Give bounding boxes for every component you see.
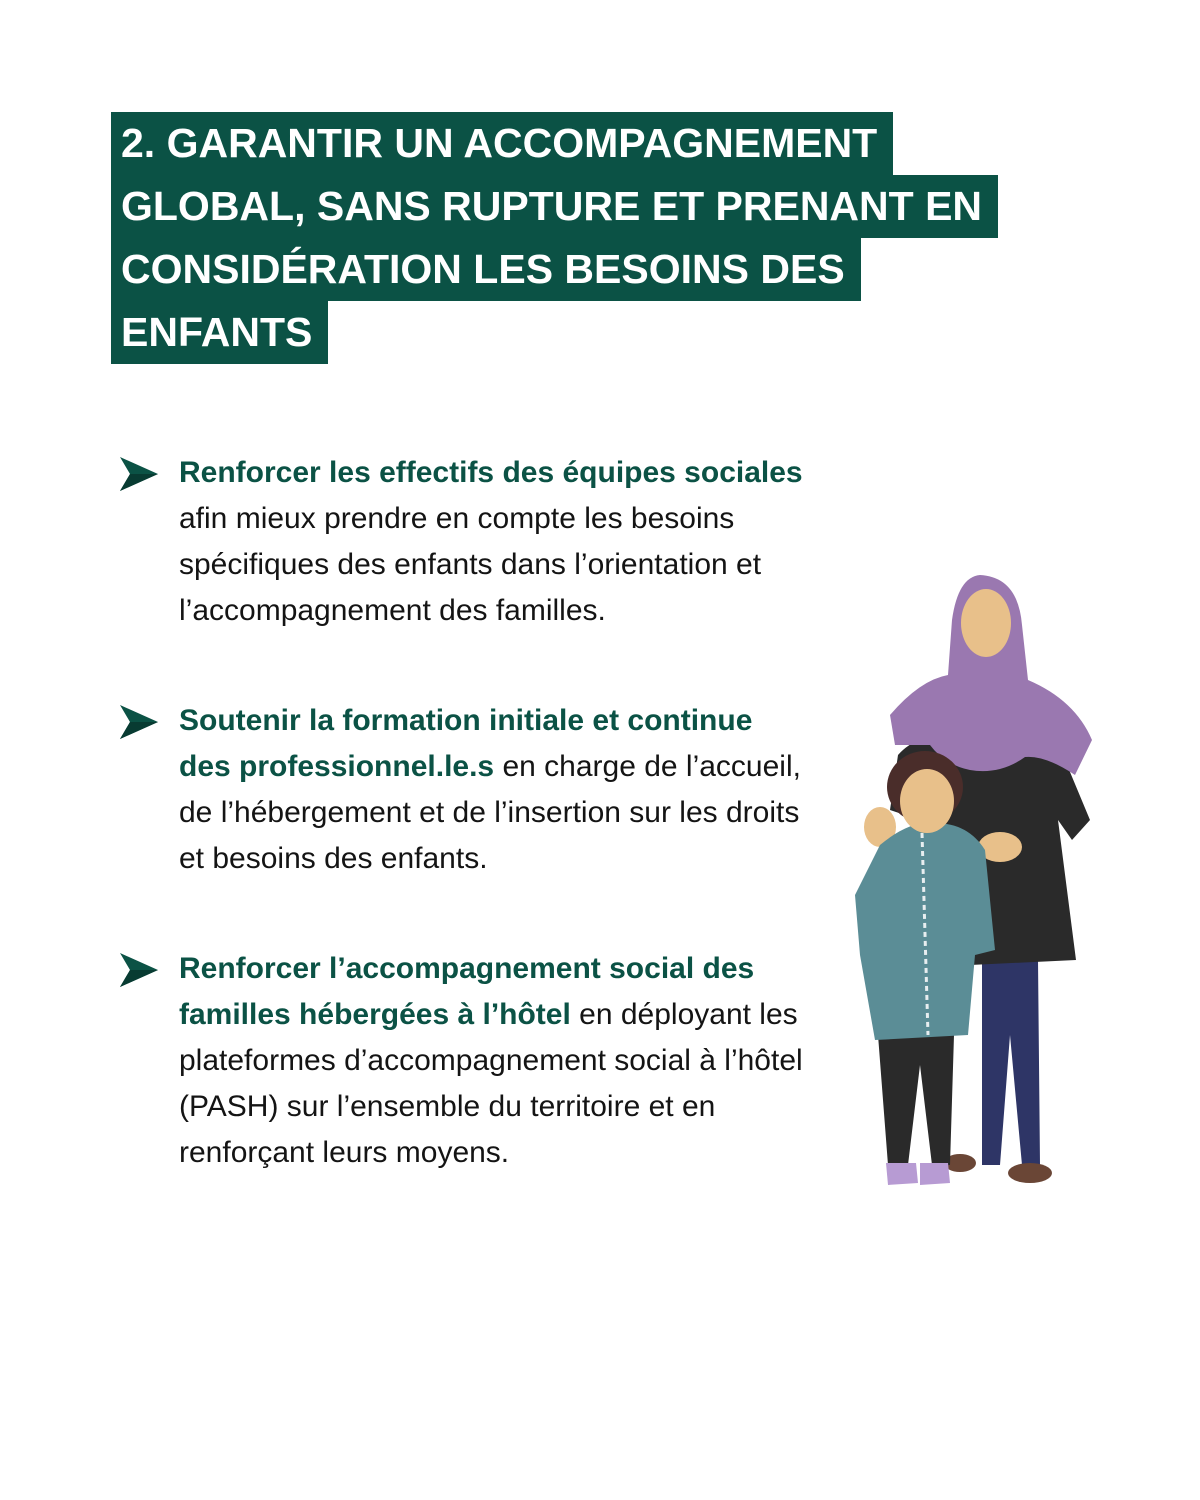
recommendation-body: afin mieux prendre en compte les besoins spécifiques des enfants dans l’orientation et l’accompagnement des familles. bbox=[179, 502, 762, 627]
recommendation-item-1 bbox=[118, 450, 808, 634]
recommendation-highlight: Renforcer l’accompagnement social des familles hébergées à l’hôtel bbox=[179, 952, 755, 1031]
recommendation-text bbox=[179, 946, 808, 1176]
page-title bbox=[111, 112, 998, 364]
arrow-chevron-icon bbox=[118, 950, 160, 990]
title-line-1: 2. GARANTIR UN ACCOMPAGNEMENT bbox=[111, 112, 893, 175]
arrow-chevron-icon bbox=[118, 454, 160, 494]
recommendation-body: en déployant les plateformes d’accompagnement social à l’hôtel (PASH) sur l’ensemble du territoire et en renforçant leurs moyens. bbox=[179, 998, 803, 1169]
recommendation-highlight: Renforcer les effectifs des équipes sociales bbox=[179, 456, 803, 489]
mother-and-child-illustration bbox=[850, 565, 1100, 1215]
title-line-4: ENFANTS bbox=[111, 301, 328, 364]
recommendation-text bbox=[179, 698, 808, 882]
recommendation-text bbox=[179, 450, 808, 634]
recommendations-list bbox=[118, 450, 808, 1176]
recommendation-item-2 bbox=[118, 698, 808, 882]
recommendation-item-3 bbox=[118, 946, 808, 1176]
title-line-2: GLOBAL, SANS RUPTURE ET PRENANT EN bbox=[111, 175, 998, 238]
recommendation-body: en charge de l’accueil, de l’hébergement et de l’insertion sur les droits et besoins des enfants. bbox=[179, 750, 801, 875]
recommendation-highlight: Soutenir la formation initiale et continue des professionnel.le.s bbox=[179, 704, 753, 783]
title-line-3: CONSIDÉRATION LES BESOINS DES bbox=[111, 238, 861, 301]
arrow-chevron-icon bbox=[118, 702, 160, 742]
